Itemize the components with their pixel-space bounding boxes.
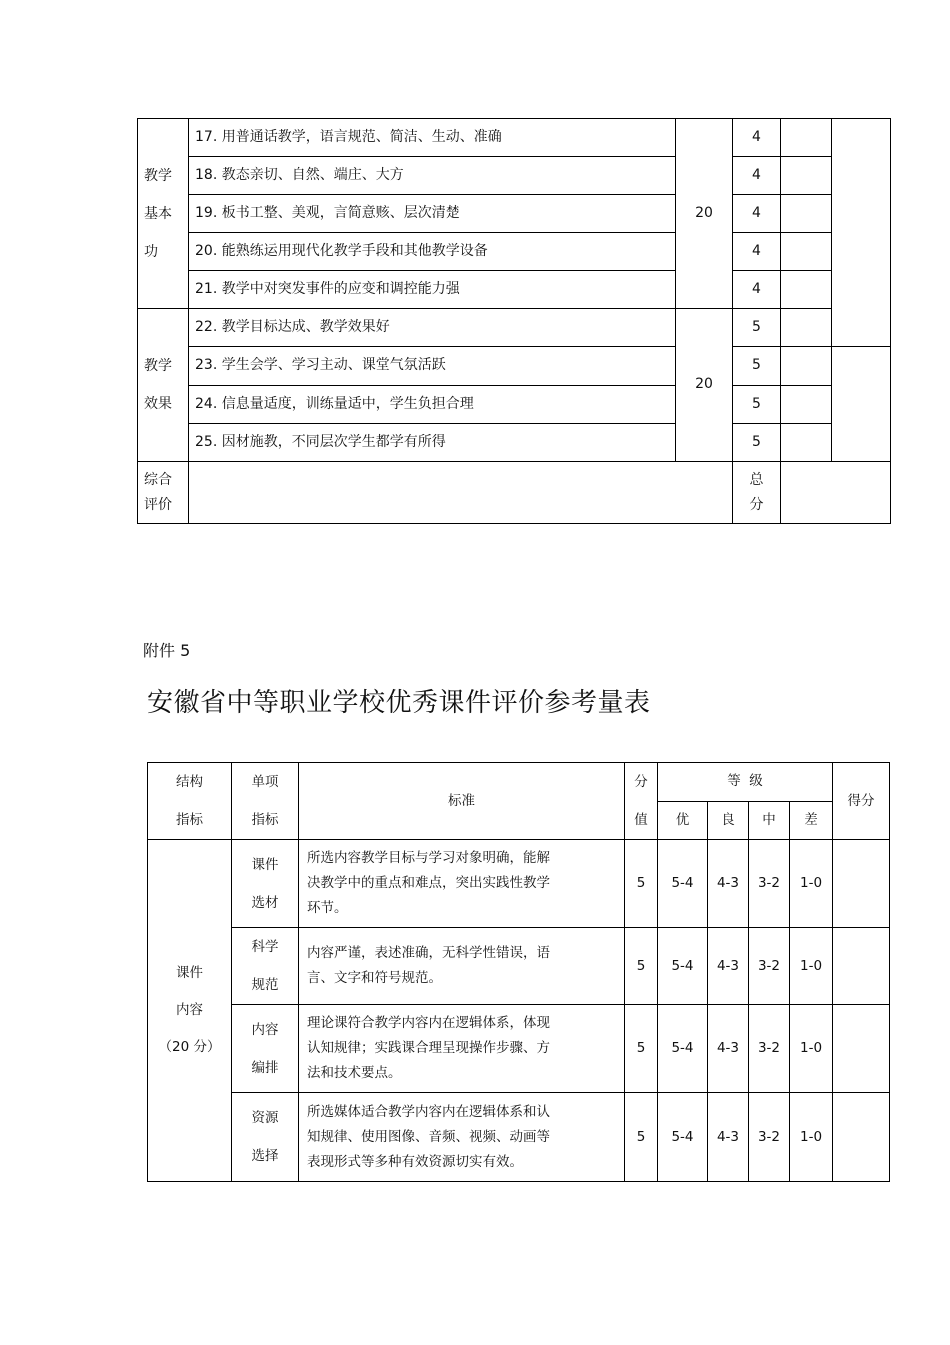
criterion-cell: 21. 教学中对突发事件的应变和调控能力强 [189,271,676,309]
header-points: 分 值 [625,763,658,840]
standard-cell: 所选媒体适合教学内容内在逻辑体系和认 知规律、使用图像、音频、视频、动画等 表现形式等多种有效资源切实有效。 [299,1093,625,1182]
score-cell: 4 [733,233,781,271]
score-cell: 5 [733,309,781,347]
table-row [148,928,890,1005]
empty-score-cell [833,840,890,928]
item-indicator-cell: 课件 选材 [232,840,299,928]
category-cell: 教学 基本 功 [138,119,189,309]
category-cell: 教学 效果 [138,309,189,462]
table-row [138,309,891,347]
table-row [148,1005,890,1093]
score-cell: 4 [733,119,781,157]
criterion-cell: 24. 信息量适度，训练量适中，学生负担合理 [189,386,676,424]
empty-score-cell [781,119,832,157]
grade-cell: 5-4 [658,1093,708,1182]
table-row [148,840,890,928]
header-standard: 标准 [299,763,625,840]
total-score-label: 总 分 [733,462,781,524]
group-score-cell: 20 [676,119,733,309]
category-cell: 课件 内容 （20 分） [148,840,232,1182]
standard-cell: 内容严谨，表述准确，无科学性错误，语 言、文字和符号规范。 [299,928,625,1005]
table-row [138,119,891,157]
header-structure-indicator: 结构 指标 [148,763,232,840]
points-cell: 5 [625,840,658,928]
points-cell: 5 [625,1093,658,1182]
criterion-cell: 19. 板书工整、美观，言简意赅、层次清楚 [189,195,676,233]
overall-evaluation-label: 综合 评价 [138,462,189,524]
criterion-cell: 17. 用普通话教学，语言规范、简洁、生动、准确 [189,119,676,157]
group-score-cell: 20 [676,309,733,462]
empty-score-cell [781,386,832,424]
empty-score-cell [833,928,890,1005]
criterion-cell: 23. 学生会学、学习主动、课堂气氛活跃 [189,347,676,386]
criterion-cell: 20. 能熟练运用现代化教学手段和其他教学设备 [189,233,676,271]
attachment-label: 附件 5 [143,641,191,660]
points-cell: 5 [625,928,658,1005]
criterion-cell: 22. 教学目标达成、教学效果好 [189,309,676,347]
table-row-summary [138,462,891,524]
table-row [138,195,891,233]
grade-cell: 1-0 [790,1005,833,1093]
table-row [138,347,891,386]
score-cell: 5 [733,386,781,424]
score-cell: 4 [733,157,781,195]
table-row [138,386,891,424]
grade-cell: 5-4 [658,928,708,1005]
criterion-cell: 25. 因材施教，不同层次学生都学有所得 [189,424,676,462]
overall-evaluation-cell [189,462,733,524]
standard-cell: 理论课符合教学内容内在逻辑体系，体现 认知规律；实践课合理呈现操作步骤、方 法和技术要点。 [299,1005,625,1093]
empty-score-cell [833,1005,890,1093]
header-grade-good: 良 [708,801,749,840]
header-grade-fair: 中 [749,801,790,840]
grade-cell: 3-2 [749,1093,790,1182]
grade-cell: 3-2 [749,928,790,1005]
grade-cell: 4-3 [708,1005,749,1093]
item-indicator-cell: 资源 选择 [232,1093,299,1182]
header-grade-poor: 差 [790,801,833,840]
points-cell: 5 [625,1005,658,1093]
header-item-indicator: 单项 指标 [232,763,299,840]
score-cell: 5 [733,424,781,462]
grade-cell: 4-3 [708,1093,749,1182]
empty-score-cell [833,1093,890,1182]
header-grade-excellent: 优 [658,801,708,840]
grade-cell: 1-0 [790,840,833,928]
header-score: 得分 [833,763,890,840]
evaluation-table-continued [137,118,891,524]
grade-cell: 5-4 [658,840,708,928]
score-cell: 4 [733,271,781,309]
grade-cell: 3-2 [749,1005,790,1093]
empty-score-cell [781,195,832,233]
header-grade: 等 级 [658,763,833,802]
table-row [138,157,891,195]
table-row [138,271,891,309]
courseware-evaluation-table [147,762,890,1182]
table-row [138,424,891,462]
criterion-cell: 18. 教态亲切、自然、端庄、大方 [189,157,676,195]
score-cell: 5 [733,347,781,386]
empty-score-cell [781,347,832,386]
grade-cell: 1-0 [790,1093,833,1182]
item-indicator-cell: 科学 规范 [232,928,299,1005]
item-indicator-cell: 内容 编排 [232,1005,299,1093]
empty-score-cell [781,309,832,347]
score-cell: 4 [733,195,781,233]
empty-score-cell [781,271,832,309]
total-score-cell [781,462,891,524]
empty-score-cell [781,424,832,462]
empty-merged-cell [832,347,891,462]
table-row [138,233,891,271]
header-row [148,763,890,802]
grade-cell: 4-3 [708,840,749,928]
empty-merged-cell [832,119,891,347]
table-row [148,1093,890,1182]
standard-cell: 所选内容教学目标与学习对象明确，能解 决教学中的重点和难点，突出实践性教学 环节。 [299,840,625,928]
empty-score-cell [781,157,832,195]
empty-score-cell [781,233,832,271]
document-title: 安徽省中等职业学校优秀课件评价参考量表 [147,688,651,718]
grade-cell: 1-0 [790,928,833,1005]
grade-cell: 5-4 [658,1005,708,1093]
grade-cell: 3-2 [749,840,790,928]
grade-cell: 4-3 [708,928,749,1005]
